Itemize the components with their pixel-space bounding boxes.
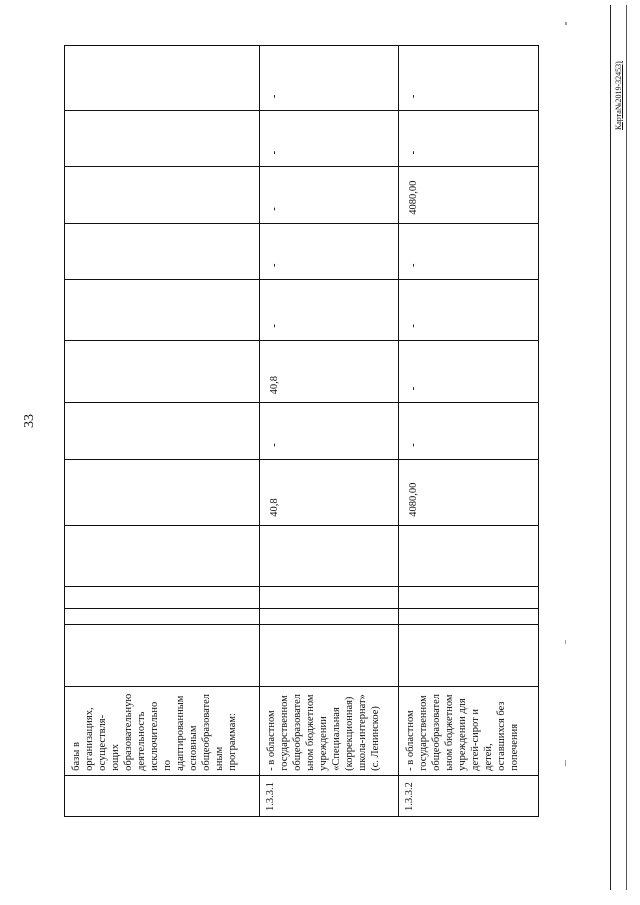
row-description: - в областном государственном общеобразовател ьном бюджетном учреждении для детей-сирот и детей, оставшихся без попечения xyxy=(399,687,539,776)
cell-value xyxy=(260,525,399,587)
cell-value: 40,8 xyxy=(260,340,399,403)
table-row xyxy=(399,46,539,817)
scan-edge-line xyxy=(610,5,611,890)
cell-value xyxy=(399,587,539,609)
cell-value: - xyxy=(260,111,399,167)
cell-value: - xyxy=(260,223,399,279)
cell-value: - xyxy=(399,223,539,279)
scan-speck xyxy=(565,760,566,766)
cell-value xyxy=(65,340,260,403)
cell-value xyxy=(260,587,399,609)
cell-value xyxy=(65,525,260,587)
cell-value: - xyxy=(260,279,399,340)
cell-value xyxy=(399,625,539,687)
cell-value xyxy=(65,111,260,167)
cell-value xyxy=(260,625,399,687)
table-row xyxy=(65,46,260,817)
cell-value: - xyxy=(260,403,399,459)
cell-value xyxy=(65,279,260,340)
row-number xyxy=(65,775,260,816)
row-description: - в областном государственном общеобразовател ьном бюджетном учреждении «Специальная (коррекционная) школа-интернат» (с. Ленинское) xyxy=(260,687,399,776)
scan-edge-line xyxy=(626,5,627,890)
cell-value xyxy=(399,609,539,625)
cell-value: - xyxy=(399,279,539,340)
cell-value: 40,8 xyxy=(260,459,399,525)
cell-value xyxy=(65,46,260,111)
cell-value: 4080,00 xyxy=(399,167,539,223)
scan-speck xyxy=(565,22,567,25)
cell-value xyxy=(65,403,260,459)
row-number: 1.3.3.2 xyxy=(399,775,539,816)
cell-value xyxy=(65,625,260,687)
cell-value xyxy=(399,525,539,587)
cell-value xyxy=(260,609,399,625)
cell-value xyxy=(65,223,260,279)
row-description: базы в организациях, осуществля-ющих образовательную деятельность исключительно по адаптированным основным общеобразовател ьным программам: xyxy=(65,687,260,776)
cell-value xyxy=(65,587,260,609)
cell-value: - xyxy=(399,46,539,111)
cell-value: - xyxy=(399,340,539,403)
table-row xyxy=(260,46,399,817)
cell-value: - xyxy=(399,111,539,167)
cell-value: - xyxy=(399,403,539,459)
cell-value xyxy=(65,459,260,525)
scan-speck xyxy=(565,640,566,644)
budget-table xyxy=(64,45,538,817)
cell-value: - xyxy=(260,46,399,111)
footer-document-id: Карта№2019-32453) xyxy=(614,61,623,130)
cell-value xyxy=(65,167,260,223)
row-number: 1.3.3.1 xyxy=(260,775,399,816)
cell-value: 4080,00 xyxy=(399,459,539,525)
page-number: 33 xyxy=(22,414,37,428)
cell-value xyxy=(65,609,260,625)
cell-value: - xyxy=(260,167,399,223)
